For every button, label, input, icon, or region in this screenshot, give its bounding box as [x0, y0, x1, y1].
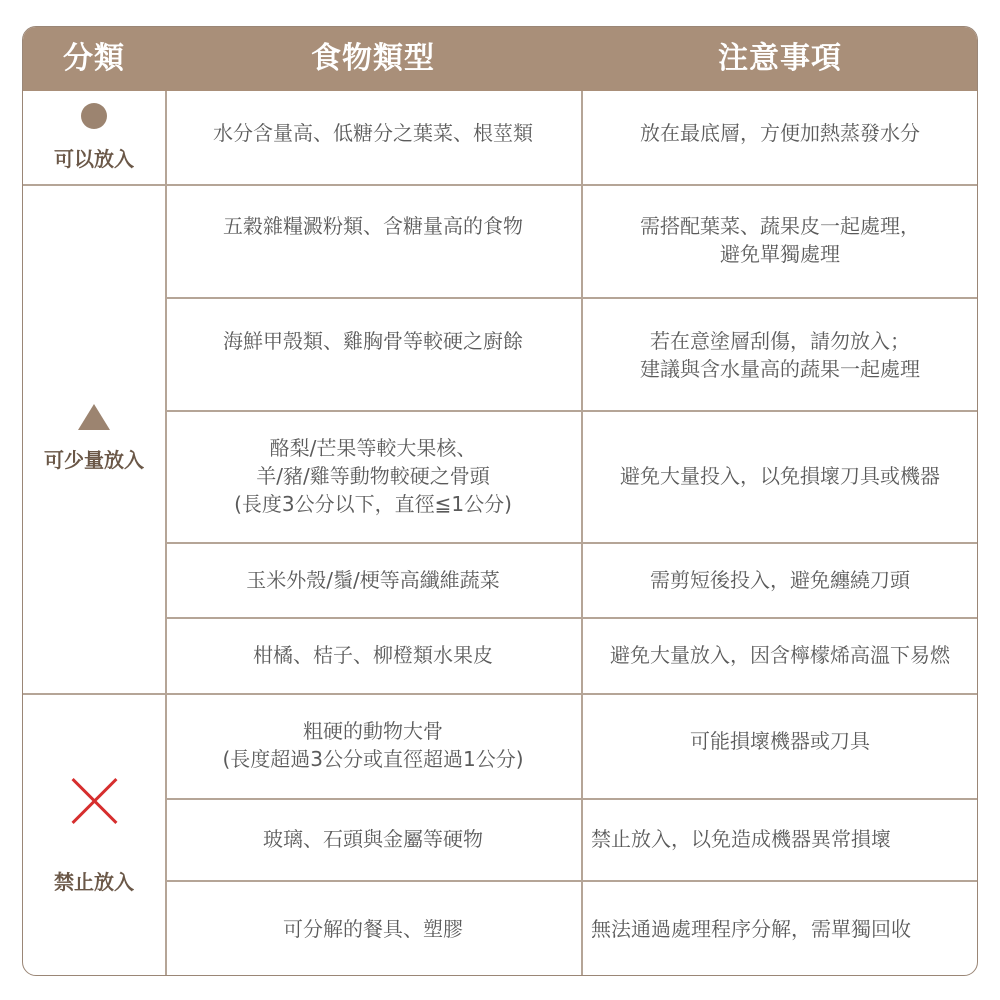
food-type-cell: 五穀雜糧澱粉類、含糖量高的食物 [223, 214, 523, 238]
note-cell: 需搭配葉菜、蔬果皮一起處理， 避免單獨處理 [640, 214, 920, 266]
food-type-cell: 玻璃、石頭與金屬等硬物 [263, 827, 483, 851]
food-type-cell: 玉米外殼/鬚/梗等高纖維蔬菜 [246, 567, 500, 592]
category-label: 可以放入 [54, 147, 134, 171]
header-notes: 注意事項 [718, 41, 842, 76]
note-cell: 禁止放入，以免造成機器異常損壞 [591, 827, 891, 851]
food-type-cell: 水分含量高、低糖分之葉菜、根莖類 [213, 121, 533, 145]
food-type-cell: 酪梨/芒果等較大果核、 羊/豬/雞等動物較硬之骨頭 (長度3公分以下，直徑≦1公分) [234, 436, 512, 516]
category-label: 可少量放入 [44, 448, 144, 472]
food-type-cell: 柑橘、桔子、柳橙類水果皮 [253, 643, 493, 667]
food-guide-table [22, 26, 978, 976]
note-cell: 需剪短後投入，避免纏繞刀頭 [650, 567, 910, 592]
circle-icon [81, 103, 107, 129]
food-type-cell: 可分解的餐具、塑膠 [283, 916, 463, 941]
food-type-cell: 海鮮甲殼類、雞胸骨等較硬之廚餘 [223, 329, 523, 353]
note-cell: 若在意塗層刮傷，請勿放入； 建議與含水量高的蔬果一起處理 [640, 329, 920, 381]
note-cell: 避免大量投入，以免損壞刀具或機器 [620, 464, 940, 488]
category-allowed [23, 91, 165, 184]
header-food-type: 食物類型 [311, 41, 435, 76]
note-cell: 避免大量放入，因含檸檬烯高溫下易燃 [610, 643, 950, 667]
category-limited [23, 184, 165, 693]
triangle-icon [78, 404, 110, 430]
cross-icon [69, 776, 119, 826]
note-cell: 放在最底層，方便加熱蒸發水分 [640, 121, 920, 145]
food-type-cell: 粗硬的動物大骨 (長度超過3公分或直徑超過1公分) [222, 719, 524, 771]
header-category: 分類 [63, 41, 125, 76]
note-cell: 可能損壞機器或刀具 [690, 729, 870, 753]
category-label: 禁止放入 [54, 869, 134, 894]
category-prohibited [23, 693, 165, 976]
table-header [23, 27, 978, 91]
note-cell: 無法通過處理程序分解，需單獨回收 [591, 916, 911, 941]
